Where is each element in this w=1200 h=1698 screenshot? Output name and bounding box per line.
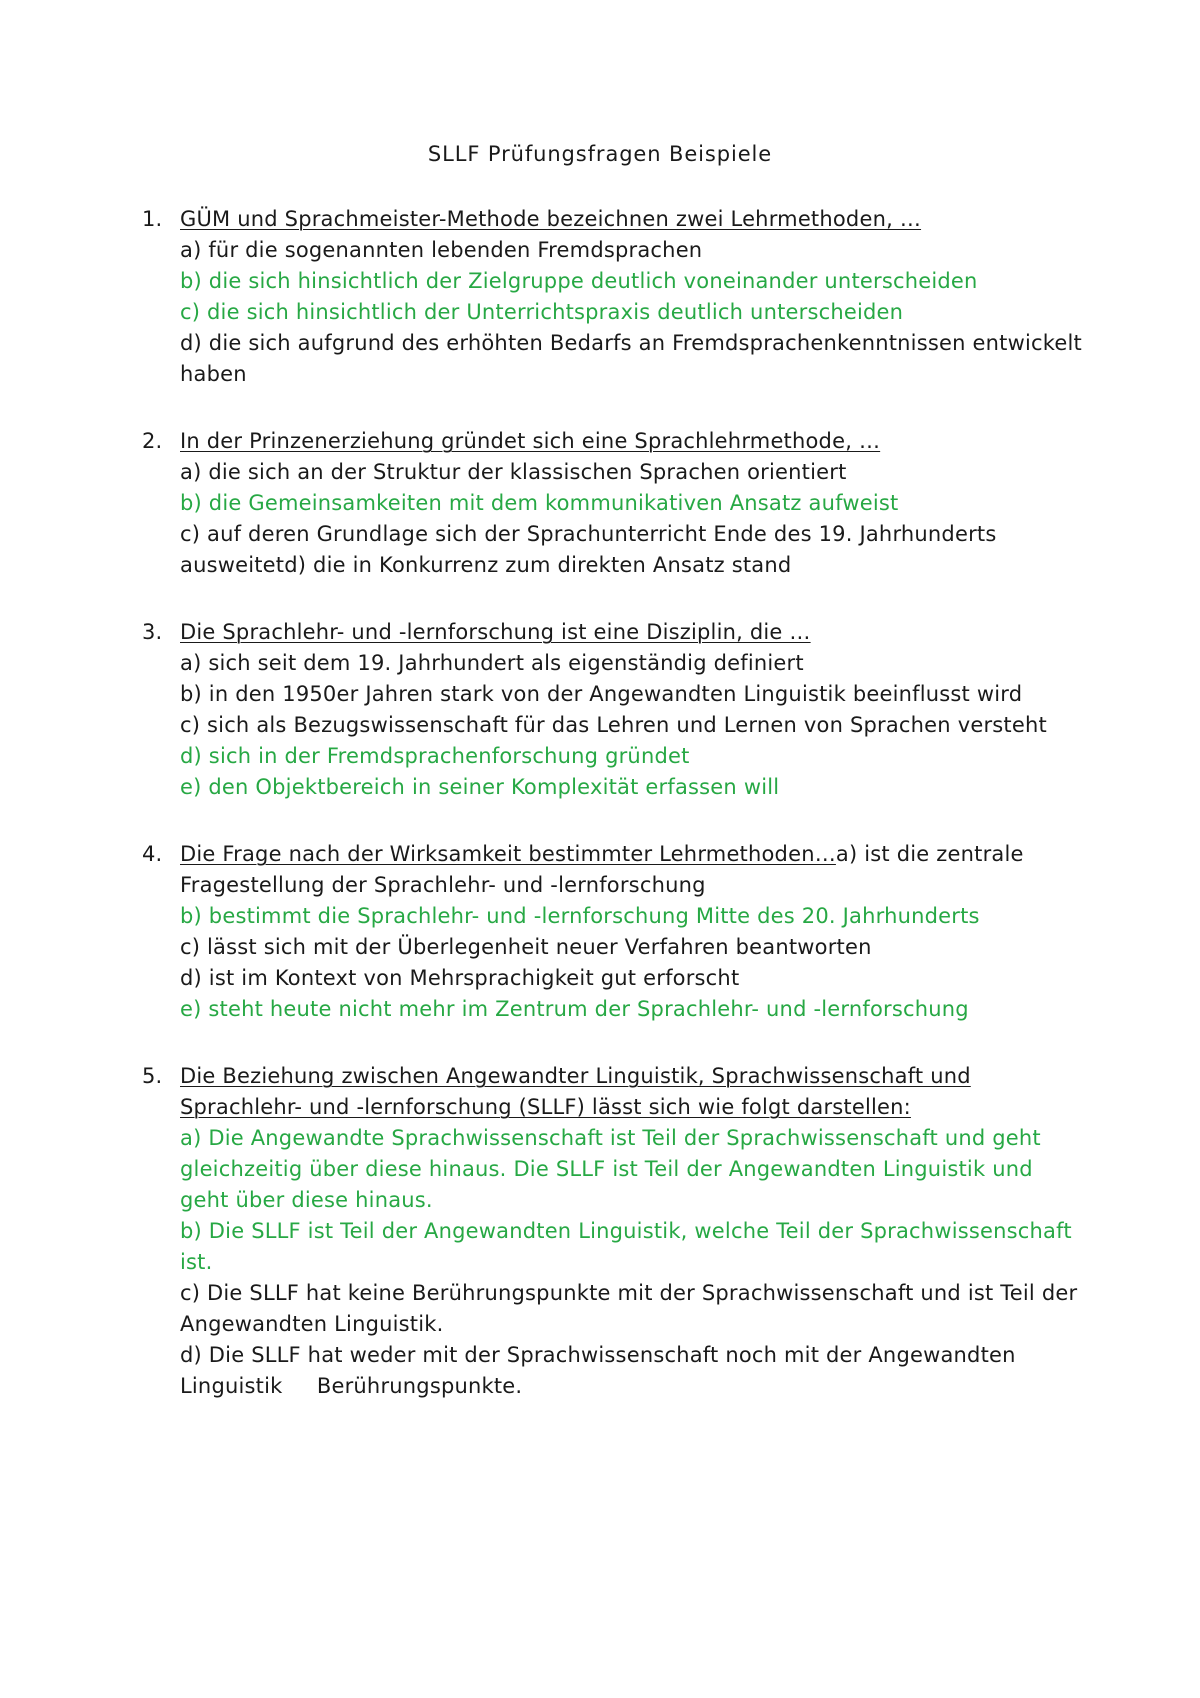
- answer-option-inline: a) ist die zentrale Fragestellung der Sprachlehr- und -lernforschung: [180, 842, 1024, 897]
- question-text: In der Prinzenerziehung gründet sich eine Sprachlehrmethode, …: [180, 429, 881, 453]
- answer-option: d) ist im Kontext von Mehrsprachigkeit gut erforscht: [180, 966, 740, 990]
- answer-option-correct: a) Die Angewandte Sprachwissenschaft ist Teil der Sprachwissenschaft und geht gleichzeitig über diese hinaus. Die SLLF ist Teil der Angewandten Linguistik und geht über diese hinaus.: [180, 1126, 1041, 1212]
- question-number: 5.: [142, 1064, 163, 1088]
- question-text: Die Frage nach der Wirksamkeit bestimmter Lehrmethoden…: [180, 842, 836, 866]
- question-number: 1.: [142, 207, 163, 231]
- answer-option: a) sich seit dem 19. Jahrhundert als eigenständig definiert: [180, 651, 804, 675]
- answer-option: c) auf deren Grundlage sich der Sprachunterricht Ende des 19. Jahrhunderts ausweitetd) die in Konkurrenz zum direkten Ansatz stand: [180, 522, 997, 577]
- answer-option: c) Die SLLF hat keine Berührungspunkte mit der Sprachwissenschaft und ist Teil der Angewandten Linguistik.: [180, 1281, 1112, 1336]
- question-4: [142, 839, 1082, 1025]
- question-list: [142, 204, 1112, 1438]
- question-number: 4.: [142, 842, 163, 866]
- answer-option: b) in den 1950er Jahren stark von der Angewandten Linguistik beeinflusst wird: [180, 682, 1023, 706]
- question-3: [142, 617, 1082, 803]
- document-title: SLLF Prüfungsfragen Beispiele: [427, 142, 773, 166]
- question-2: [142, 426, 1082, 581]
- answer-option: d) die sich aufgrund des erhöhten Bedarfs an Fremdsprachenkenntnissen entwickelt haben: [180, 331, 1082, 386]
- answer-option: c) sich als Bezugswissenschaft für das Lehren und Lernen von Sprachen versteht: [180, 713, 1047, 737]
- answer-option-correct: b) bestimmt die Sprachlehr- und -lernforschung Mitte des 20. Jahrhunderts: [180, 904, 980, 928]
- answer-option-correct: e) steht heute nicht mehr im Zentrum der Sprachlehr- und -lernforschung: [180, 997, 969, 1021]
- answer-option-correct: e) den Objektbereich in seiner Komplexität erfassen will: [180, 775, 780, 799]
- answer-option-correct: b) die sich hinsichtlich der Zielgruppe deutlich voneinander unterscheiden: [180, 269, 978, 293]
- question-5: [142, 1061, 1112, 1402]
- question-text: Die Sprachlehr- und -lernforschung ist eine Disziplin, die …: [180, 620, 811, 644]
- answer-option-correct: c) die sich hinsichtlich der Unterrichtspraxis deutlich unterscheiden: [180, 300, 904, 324]
- answer-option-correct: b) Die SLLF ist Teil der Angewandten Linguistik, welche Teil der Sprachwissenschaft ist.: [180, 1219, 1072, 1274]
- answer-option-correct: d) sich in der Fremdsprachenforschung gründet: [180, 744, 690, 768]
- answer-option-correct: b) die Gemeinsamkeiten mit dem kommunikativen Ansatz aufweist: [180, 491, 899, 515]
- question-number: 2.: [142, 429, 163, 453]
- question-text: Die Beziehung zwischen Angewandter Linguistik, Sprachwissenschaft und Sprachlehr- und -lernforschung (SLLF) lässt sich wie folgt darstellen:: [180, 1064, 971, 1119]
- answer-option: a) die sich an der Struktur der klassischen Sprachen orientiert: [180, 460, 847, 484]
- question-text: GÜM und Sprachmeister-Methode bezeichnen zwei Lehrmethoden, …: [180, 207, 922, 231]
- question-number: 3.: [142, 620, 163, 644]
- answer-option: a) für die sogenannten lebenden Fremdsprachen: [180, 238, 703, 262]
- answer-option: c) lässt sich mit der Überlegenheit neuer Verfahren beantworten: [180, 935, 872, 959]
- answer-option: d) Die SLLF hat weder mit der Sprachwissenschaft noch mit der Angewandten Linguistik Berührungspunkte.: [180, 1343, 1023, 1398]
- question-1: [142, 204, 1082, 390]
